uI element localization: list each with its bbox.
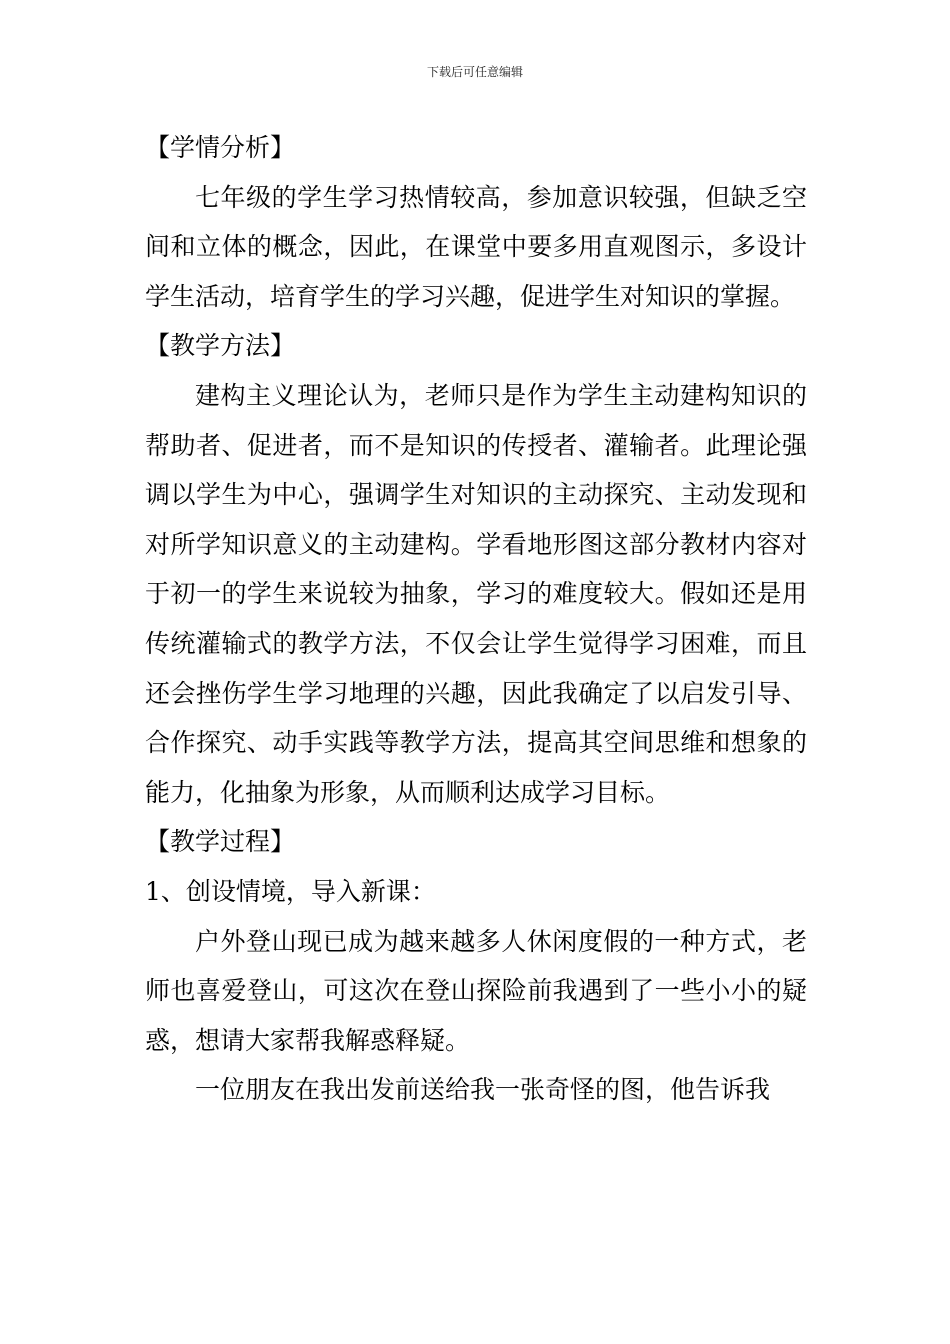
section-heading-teaching-process: 【教学过程】 (145, 827, 296, 857)
section-heading-learning-analysis: 【学情分析】 (145, 133, 296, 162)
page-header-note: 下载后可任意编辑 (426, 65, 523, 79)
section-heading-teaching-methods: 【教学方法】 (145, 331, 296, 361)
list-item-create-context: 1、创设情境，导入新课： (145, 876, 436, 906)
paragraph-friend-map: 一位朋友在我出发前送给我一张奇怪的图，他告诉我 (195, 1075, 771, 1105)
document-body (145, 123, 807, 1115)
paragraph-learning-analysis: 七年级的学生学习热情较高，参加意识较强，但缺乏空间和立体的概念，因此，在课堂中要多用直观图示，多设计学生活动，培育学生的学习兴趣，促进学生对知识的掌握。 (145, 182, 807, 311)
paragraph-hiking-intro: 户外登山现已成为越来越多人休闲度假的一种方式，老师也喜爱登山，可这次在登山探险前我遇到了一些小小的疑惑，想请大家帮我解惑释疑。 (145, 926, 807, 1055)
paragraph-teaching-methods: 建构主义理论认为，老师只是作为学生主动建构知识的帮助者、促进者，而不是知识的传授者、灌输者。此理论强调以学生为中心，强调学生对知识的主动探究、主动发现和对所学知识意义的主动建构。学看地形图这部分教材内容对于初一的学生来说较为抽象，学习的难度较大。假如还是用传统灌输式的教学方法，不仅会让学生觉得学习困难，而且还会挫伤学生学习地理的兴趣，因此我确定了以启发引导、合作探究、动手实践等教学方法，提高其空间思维和想象的能力，化抽象为形象，从而顺利达成学习目标。 (145, 380, 807, 807)
